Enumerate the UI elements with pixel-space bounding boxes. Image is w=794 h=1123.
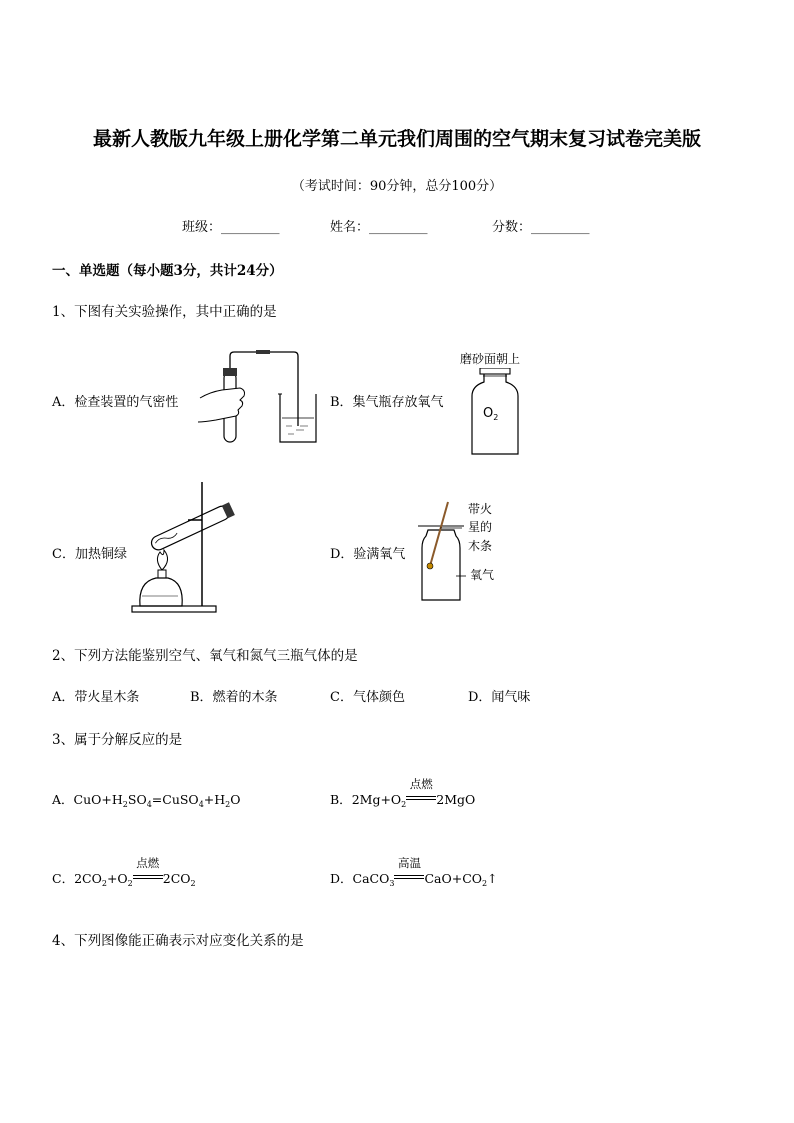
question-1-stem: 1、下图有关实验操作，其中正确的是	[52, 304, 277, 320]
class-field: 班级：_________	[182, 220, 280, 235]
fig-d-label-2: 星的	[468, 520, 493, 534]
q3-option-a: A．$CuO+H_2SO_4=CuSO_4+H_2O$	[52, 792, 241, 809]
question-4-stem: 4、下列图像能正确表示对应变化关系的是	[52, 933, 304, 949]
q2-option-a: A．带火星木条	[52, 690, 140, 705]
q2-option-d: D．闻气味	[468, 690, 531, 705]
heating-setup-figure	[128, 478, 248, 616]
name-field: 姓名：_________	[330, 220, 428, 235]
fig-b-label: 磨砂面朝上	[460, 352, 521, 366]
question-2-stem: 2、下列方法能鉴别空气、氧气和氮气三瓶气体的是	[52, 648, 358, 664]
q1-option-b: B．集气瓶存放氧气	[330, 395, 444, 410]
oxygen-test-figure	[418, 500, 466, 602]
q1-option-a: A．检查装置的气密性	[52, 395, 179, 410]
q3-option-b: B．$2Mg+O_2$ 点燃 2MgO	[330, 777, 476, 809]
score-field: 分数：_________	[492, 220, 590, 235]
airtightness-check-figure	[196, 350, 326, 450]
fig-d-label-4: 氧气	[470, 568, 495, 582]
q1-option-c: C．加热铜绿	[52, 547, 127, 562]
q2-option-b: B．燃着的木条	[190, 690, 278, 705]
bottle-o2-label: $O_2$	[483, 406, 499, 422]
exam-info: （考试时间：90分钟，总分100分）	[291, 179, 503, 194]
fig-d-label-3: 木条	[468, 539, 493, 553]
q3-option-c: C．$2CO_2+O_2$ 点燃 $2CO_2$	[52, 856, 196, 888]
fig-d-label-1: 带火	[468, 502, 493, 516]
q3-option-d: D．CaCO$_3$ 高温 $CaO+CO_2↑$	[330, 856, 498, 888]
page-title: 最新人教版九年级上册化学第二单元我们周围的空气期末复习试卷完美版	[92, 128, 701, 150]
q2-option-c: C．气体颜色	[330, 690, 405, 705]
section-heading: 一、单选题（每小题3分，共计24分）	[52, 263, 283, 279]
question-3-stem: 3、属于分解反应的是	[52, 732, 183, 748]
q1-option-d: D．验满氧气	[330, 547, 406, 562]
